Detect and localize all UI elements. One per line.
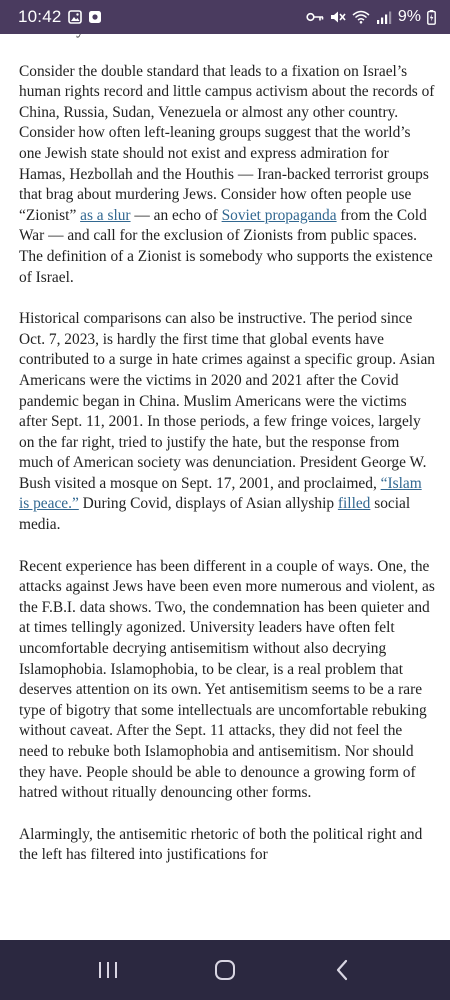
p1-text-1: Consider the double standard that leads to a fixation on Israel’s human rights record and little campus activism about the records of China, Russia, Sudan, Venezuela or almost any other country. Consider how often left-leaning groups suggest that the world’s one Jewish state should not exist and express admiration for Hamas, Hezbollah and the Houthis — Iran-backed terrorist groups that brag about murdering Jews. Consider how often people use “Zionist” bbox=[19, 62, 435, 224]
app-notification-icon bbox=[88, 10, 102, 24]
status-left bbox=[18, 7, 102, 27]
recent-apps-button[interactable] bbox=[78, 948, 138, 992]
p1-text-3: from the Cold War — and call for the exclusion of Zionists from public spaces. The definition of a Zionist is somebody who supports the existence of Israel. bbox=[19, 206, 433, 286]
status-right bbox=[306, 8, 436, 26]
paragraph-recent-experience: Recent experience has been different in a couple of ways. One, the attacks against Jews have been even more numerous and violent, as the F.B.I. data shows. Two, the condemnation has been quieter and at times tellingly agonized. University leaders have often felt uncomfortable decrying antisemitism without also decrying Islamophobia. Islamophobia, to be clear, is a real problem that deserves attention on its own. Yet antisemitism seems to be a rare type of bigotry that some intellectuals are uncomfortable rebuking without caveat. After the Sept. 11 attacks, they did not feel the need to rebuke both Islamophobia and antisemitism. Nor should they have. People should be able to denounce a growing form of hatred without ritually denouncing other forms. bbox=[19, 557, 435, 802]
key-icon bbox=[306, 11, 324, 23]
wifi-icon bbox=[352, 10, 370, 24]
status-bar bbox=[0, 0, 450, 34]
article-body bbox=[19, 20, 435, 887]
recent-apps-icon bbox=[97, 960, 119, 980]
link-filled[interactable]: filled bbox=[337, 495, 371, 513]
battery-level: 9% bbox=[397, 8, 421, 25]
home-button[interactable] bbox=[195, 948, 255, 992]
back-chevron-icon bbox=[334, 959, 350, 981]
p2-text-1: Historical comparisons can also be instructive. The period since Oct. 7, 2023, is hardly the first time that global events have contributed to a surge in hate crimes against a specific group. Asian Americans were the victims in 2020 and 2021 after the Covid pandemic began in China. Muslim Americans were the victims after Sept. 11, 2001. In those periods, a few fringe voices, largely on the far right, tried to justify the hate, but the response from much of American society was denunciation. President George W. Bush visited a mosque on Sept. 17, 2001, and proclaimed, bbox=[19, 310, 435, 492]
paragraph-historical-comparisons bbox=[19, 309, 435, 536]
link-islam-is-peace[interactable]: “Islam is peace.” bbox=[19, 474, 422, 513]
link-as-a-slur[interactable]: as a slur bbox=[80, 206, 131, 224]
paragraph-alarmingly: Alarmingly, the antisemitic rhetoric of both the political right and the left has filtered into justifications for bbox=[19, 825, 423, 864]
link-soviet-propaganda[interactable]: Soviet propaganda bbox=[221, 206, 337, 224]
home-icon bbox=[214, 959, 236, 981]
image-icon bbox=[68, 10, 82, 24]
p2-text-2: During Covid, displays of Asian allyship bbox=[78, 495, 338, 513]
paragraph-double-standard bbox=[19, 62, 435, 289]
p1-text-2: — an echo of bbox=[130, 206, 222, 224]
clock: 10:42 bbox=[18, 7, 62, 26]
article-content[interactable] bbox=[0, 34, 450, 940]
p2-text-3: social media. bbox=[19, 495, 411, 534]
back-button[interactable] bbox=[312, 948, 372, 992]
mute-icon bbox=[330, 10, 346, 24]
battery-icon bbox=[427, 10, 436, 25]
signal-icon bbox=[376, 11, 392, 24]
navigation-bar bbox=[0, 940, 450, 1000]
